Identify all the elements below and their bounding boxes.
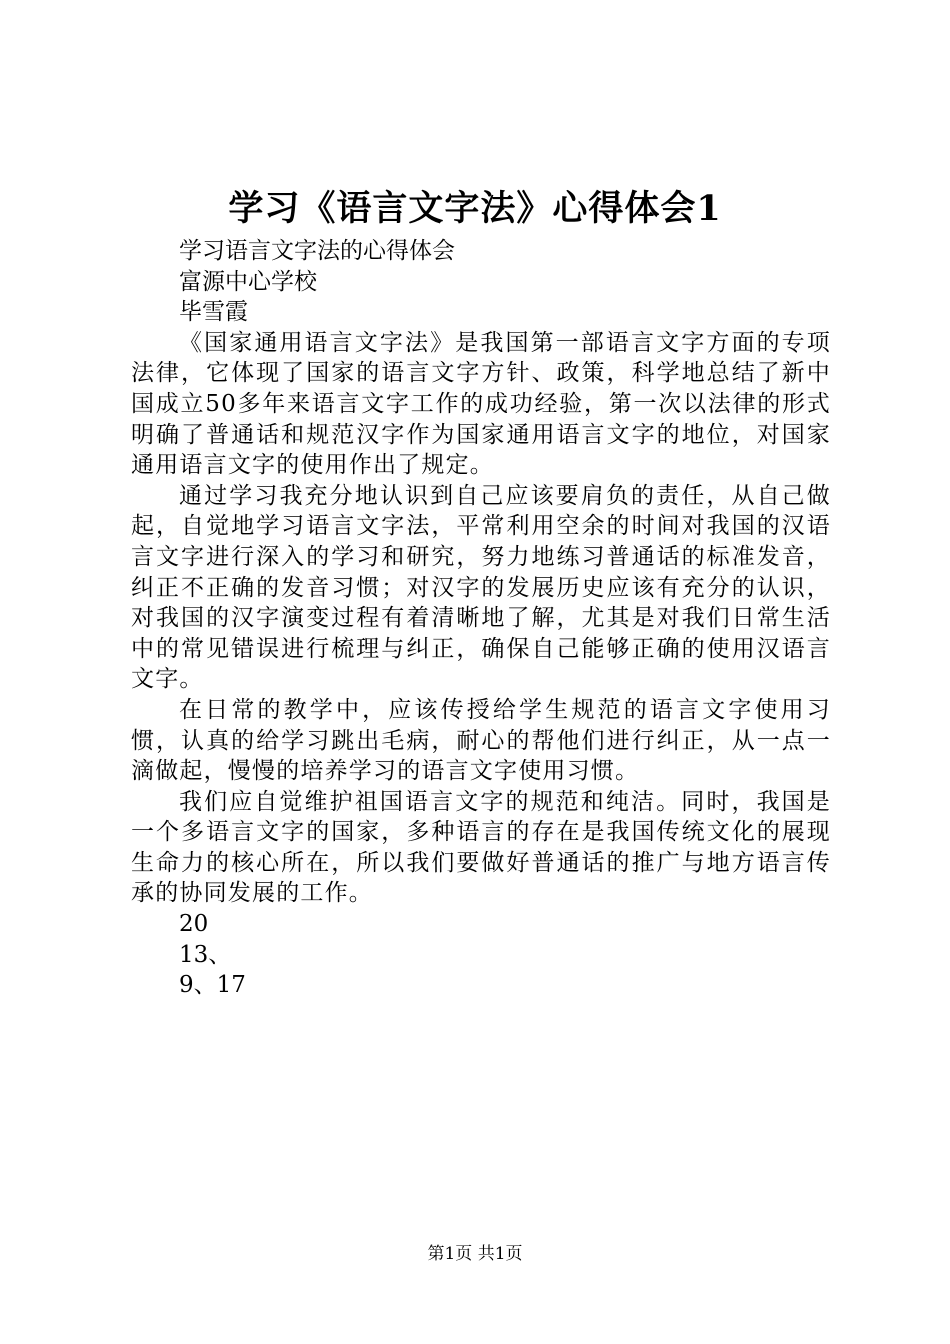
subtitle: 学习语言文字法的心得体会 <box>179 238 455 264</box>
date-line-year-cont: 13、 <box>179 941 232 968</box>
date-line-year: 20 <box>179 911 209 938</box>
paragraph: 《国家通用语言文字法》是我国第一部语言文字方面的专项法律，它体现了国家的语言文字方针、政策，科学地总结了新中国成立50多年来语言文字工作的成功经验，第一次以法律的形式明确了普通话和规范汉字作为国家通用语言文字的地位，对国家通用语言文字的使用作出了规定。 <box>131 329 831 479</box>
document-title: 学习《语言文字法》心得体会1 <box>228 188 722 229</box>
paragraph: 在日常的教学中，应该传授给学生规范的语言文字使用习惯，认真的给学习跳出毛病，耐心的帮他们进行纠正，从一点一滴做起，慢慢的培养学习的语言文字使用习惯。 <box>131 696 831 785</box>
author-name: 毕雪霞 <box>179 299 248 326</box>
document-body <box>131 236 831 1001</box>
page-footer: 第1页 共1页 <box>427 1244 523 1264</box>
paragraph: 我们应自觉维护祖国语言文字的规范和纯洁。同时，我国是一个多语言文字的国家，多种语言的存在是我国传统文化的展现生命力的核心所在，所以我们要做好普通话的推广与地方语言传承的协同发展的工作。 <box>131 788 831 907</box>
date-line-month-day: 9、17 <box>179 972 246 999</box>
school-name: 富源中心学校 <box>179 268 317 295</box>
paragraph: 通过学习我充分地认识到自己应该要肩负的责任，从自己做起，自觉地学习语言文字法，平常利用空余的时间对我国的汉语言文字进行深入的学习和研究，努力地练习普通话的标准发音，纠正不正确的发音习惯；对汉字的发展历史应该有充分的认识，对我国的汉字演变过程有着清晰地了解，尤其是对我们日常生活中的常见错误进行梳理与纠正，确保自己能够正确的使用汉语言文字。 <box>131 482 831 693</box>
